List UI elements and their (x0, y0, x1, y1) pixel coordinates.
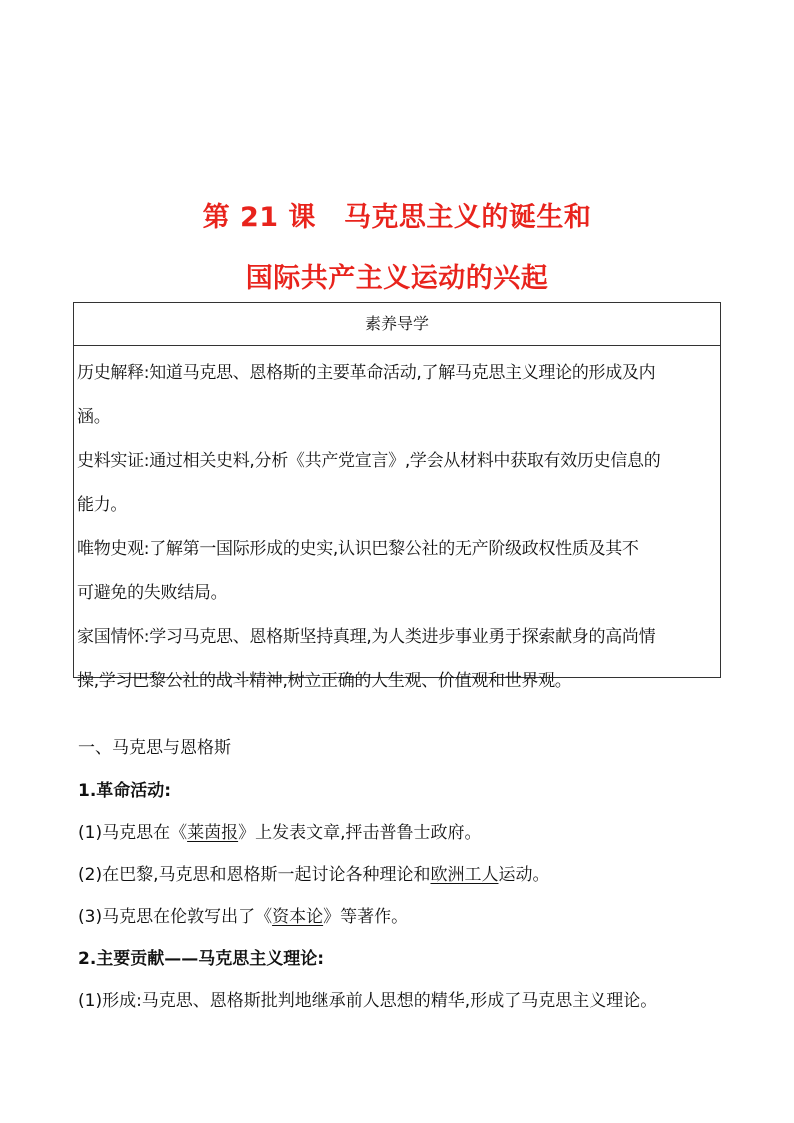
activity-item-3 (78, 902, 408, 927)
section-heading: 一、马克思与恩格斯 (78, 738, 231, 758)
literacy-guide-box (73, 302, 721, 691)
literacy-line: 涵。 (77, 407, 111, 427)
contribution-item-1: (1)形成:马克思、恩格斯批判地继承前人思想的精华,形成了马克思主义理论。 (78, 991, 658, 1011)
lesson-title-line1 (0, 195, 794, 234)
item-text: (1)马克思在《 (78, 823, 188, 843)
fill-blank: 欧洲工人 (430, 865, 499, 885)
literacy-line: 操,学习巴黎公社的战斗精神,树立正确的人生观、价值观和世界观。 (77, 671, 572, 691)
item-text: (2)在巴黎,马克思和恩格斯一起讨论各种理论和 (78, 865, 431, 885)
lesson-number: 第 21 课 (202, 202, 316, 233)
literacy-guide-header: 素养导学 (74, 303, 720, 346)
item-text: (3)马克思在伦敦写出了《 (78, 907, 273, 927)
literacy-line: 家国情怀:学习马克思、恩格斯坚持真理,为人类进步事业勇于探索献身的高尚情 (77, 627, 656, 647)
literacy-guide-body (74, 346, 720, 703)
item-text: 》上发表文章,抨击普鲁士政府。 (238, 823, 482, 843)
literacy-line: 可避免的失败结局。 (77, 583, 228, 603)
item-text: 》等著作。 (323, 907, 409, 927)
lesson-title-main: 马克思主义的诞生和 (343, 202, 592, 233)
subsection-title-contribution: 2.主要贡献——马克思主义理论: (78, 949, 325, 969)
literacy-line: 唯物史观:了解第一国际形成的史实,认识巴黎公社的无产阶级政权性质及其不 (77, 539, 639, 559)
activity-item-1 (78, 818, 482, 843)
activity-item-2 (78, 860, 549, 885)
fill-blank: 莱茵报 (187, 823, 239, 843)
literacy-line: 能力。 (77, 495, 128, 515)
lesson-title-line2: 国际共产主义运动的兴起 (245, 263, 549, 294)
literacy-line: 史料实证:通过相关史料,分析《共产党宣言》,学会从材料中获取有效历史信息的 (77, 451, 661, 471)
literacy-line: 历史解释:知道马克思、恩格斯的主要革命活动,了解马克思主义理论的形成及内 (77, 363, 656, 383)
fill-blank: 资本论 (272, 907, 324, 927)
item-text: 运动。 (498, 865, 550, 885)
subsection-title-activities: 1.革命活动: (78, 781, 172, 801)
